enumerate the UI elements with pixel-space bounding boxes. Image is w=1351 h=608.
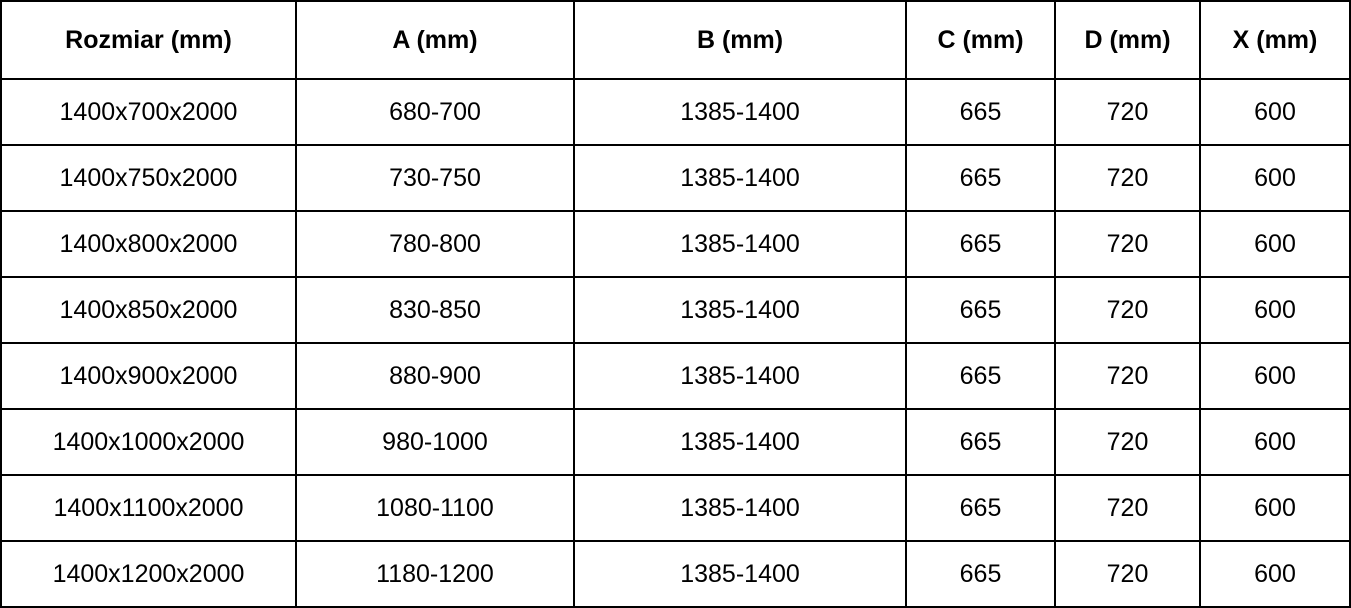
cell-x: 600 bbox=[1200, 475, 1350, 541]
cell-b: 1385-1400 bbox=[574, 79, 906, 145]
cell-c: 665 bbox=[906, 343, 1055, 409]
cell-c: 665 bbox=[906, 211, 1055, 277]
cell-rozmiar: 1400x900x2000 bbox=[1, 343, 296, 409]
cell-c: 665 bbox=[906, 475, 1055, 541]
cell-a: 830-850 bbox=[296, 277, 574, 343]
cell-a: 980-1000 bbox=[296, 409, 574, 475]
cell-a: 1080-1100 bbox=[296, 475, 574, 541]
column-header-b: B (mm) bbox=[574, 1, 906, 79]
table-header-row bbox=[1, 1, 1350, 79]
cell-b: 1385-1400 bbox=[574, 343, 906, 409]
cell-x: 600 bbox=[1200, 211, 1350, 277]
cell-x: 600 bbox=[1200, 343, 1350, 409]
column-header-rozmiar: Rozmiar (mm) bbox=[1, 1, 296, 79]
column-header-d: D (mm) bbox=[1055, 1, 1200, 79]
cell-d: 720 bbox=[1055, 79, 1200, 145]
cell-x: 600 bbox=[1200, 409, 1350, 475]
cell-d: 720 bbox=[1055, 475, 1200, 541]
cell-c: 665 bbox=[906, 277, 1055, 343]
cell-b: 1385-1400 bbox=[574, 409, 906, 475]
cell-c: 665 bbox=[906, 541, 1055, 607]
cell-a: 680-700 bbox=[296, 79, 574, 145]
cell-a: 730-750 bbox=[296, 145, 574, 211]
cell-rozmiar: 1400x800x2000 bbox=[1, 211, 296, 277]
cell-a: 880-900 bbox=[296, 343, 574, 409]
table-body bbox=[1, 79, 1350, 607]
cell-b: 1385-1400 bbox=[574, 277, 906, 343]
cell-x: 600 bbox=[1200, 79, 1350, 145]
cell-x: 600 bbox=[1200, 145, 1350, 211]
cell-rozmiar: 1400x850x2000 bbox=[1, 277, 296, 343]
table-row bbox=[1, 211, 1350, 277]
table-row bbox=[1, 145, 1350, 211]
cell-rozmiar: 1400x1200x2000 bbox=[1, 541, 296, 607]
cell-b: 1385-1400 bbox=[574, 211, 906, 277]
cell-d: 720 bbox=[1055, 211, 1200, 277]
column-header-c: C (mm) bbox=[906, 1, 1055, 79]
cell-d: 720 bbox=[1055, 343, 1200, 409]
table-row bbox=[1, 277, 1350, 343]
cell-d: 720 bbox=[1055, 277, 1200, 343]
cell-c: 665 bbox=[906, 409, 1055, 475]
cell-rozmiar: 1400x1100x2000 bbox=[1, 475, 296, 541]
cell-rozmiar: 1400x700x2000 bbox=[1, 79, 296, 145]
table-row bbox=[1, 79, 1350, 145]
table-row bbox=[1, 541, 1350, 607]
cell-rozmiar: 1400x1000x2000 bbox=[1, 409, 296, 475]
cell-x: 600 bbox=[1200, 277, 1350, 343]
table-row bbox=[1, 343, 1350, 409]
table-row bbox=[1, 409, 1350, 475]
cell-b: 1385-1400 bbox=[574, 475, 906, 541]
column-header-x: X (mm) bbox=[1200, 1, 1350, 79]
cell-c: 665 bbox=[906, 79, 1055, 145]
column-header-a: A (mm) bbox=[296, 1, 574, 79]
cell-b: 1385-1400 bbox=[574, 145, 906, 211]
cell-rozmiar: 1400x750x2000 bbox=[1, 145, 296, 211]
table-header bbox=[1, 1, 1350, 79]
cell-d: 720 bbox=[1055, 409, 1200, 475]
cell-d: 720 bbox=[1055, 541, 1200, 607]
cell-b: 1385-1400 bbox=[574, 541, 906, 607]
cell-a: 1180-1200 bbox=[296, 541, 574, 607]
cell-x: 600 bbox=[1200, 541, 1350, 607]
cell-a: 780-800 bbox=[296, 211, 574, 277]
cell-c: 665 bbox=[906, 145, 1055, 211]
cell-d: 720 bbox=[1055, 145, 1200, 211]
table-row bbox=[1, 475, 1350, 541]
